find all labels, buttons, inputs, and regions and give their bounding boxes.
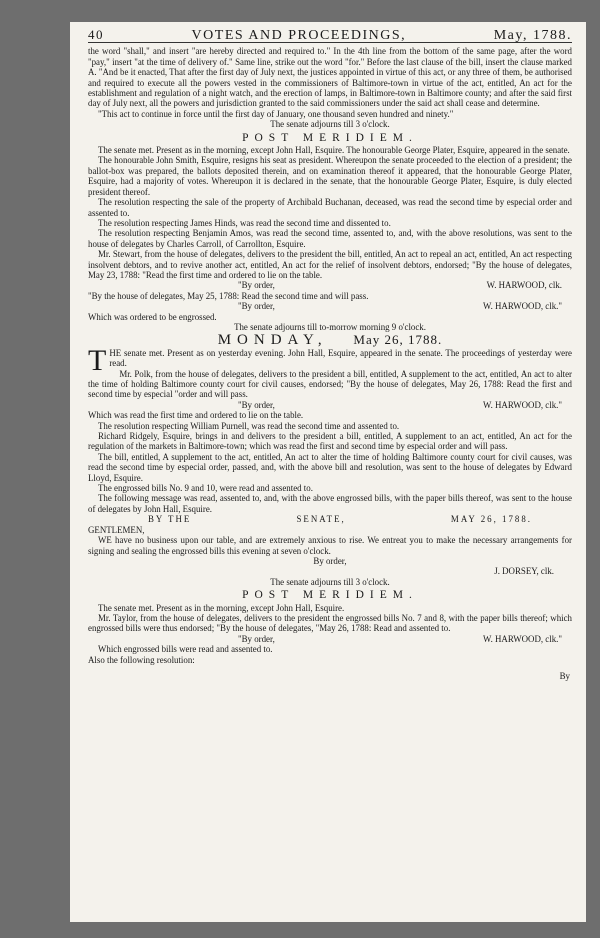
paragraph: the word "shall," and insert "are hereby directed and required to." In the 4th line from the bottom of the same page, after the word "pay," insert "at the time of delivery of." Same line, strike out the word "for." Before the last clause of the bill, insert the clause marked A. "And be it enacted, That after the first day of July next, the justices appointed in virtue of this act, or any three of them, be authorised and required to execute all the powers vested in the commissioners of Baltimore-town in virtue of the act, entitled, An act for the establishment and regulation of a night watch, and the erection of lamps, in Baltimore-town in Baltimore county; and after the said first day of July next, all the powers and jurisdiction granted to the said commissioners under the said act shall cease and determine. <box>88 46 572 109</box>
paragraph: Mr. Taylor, from the house of delegates, delivers to the president the engrossed bills No. 7 and 8, with the paper bills thereof; which engrossed bills were thus endorsed; "By the house of delegates, "May 26, 1788: Read and assented to. <box>88 612 572 634</box>
page-content <box>70 22 586 681</box>
by-order: "By order, <box>238 399 275 410</box>
by-order: By order, <box>313 555 347 566</box>
clerk-signature: W. HARWOOD, clk." <box>483 399 562 410</box>
adjournment: The senate adjourns till 3 o'clock. <box>270 119 390 130</box>
document-page <box>70 22 586 922</box>
clerk-signature: W. HARWOOD, clk." <box>483 301 562 312</box>
running-header <box>88 27 572 43</box>
paragraph: Which engrossed bills were read and assented to. <box>98 644 273 655</box>
paragraph-text: HE senate met. Present as on yesterday evening. John Hall, Esquire, appeared in the senate. The proceedings of yesterday were read. <box>109 347 572 369</box>
paragraph: "This act to continue in force until the first day of January, one thousand seven hundred and ninety." <box>98 108 454 119</box>
clerk-signature: W. HARWOOD, clk." <box>483 633 562 644</box>
paragraph: The resolution respecting James Hinds, was read the second time and dissented to. <box>98 217 391 228</box>
paragraph: The senate met. Present as in the morning, except John Hall, Esquire. The honourable George Plater, Esquire, appeared in the senate. <box>98 145 570 156</box>
by-order: "By order, <box>238 633 275 644</box>
clerk-signature: J. DORSEY, clk. <box>494 566 554 577</box>
by-the: BY THE <box>148 514 192 525</box>
day-date: May 26, 1788. <box>353 332 443 348</box>
signature-line <box>88 301 572 311</box>
paragraph: Richard Ridgely, Esquire, brings in and delivers to the president a bill, entitled, A supplement to an act, entitled, An act for the regulation of the markets in Baltimore-town; which was read the first and second time by especial order and will pass. <box>88 431 572 452</box>
paragraph: The engrossed bills No. 9 and 10, were read and assented to. <box>98 483 313 494</box>
paragraph: Mr. Stewart, from the house of delegates, delivers to the president the bill, entitled, An act to repeal an act, entitled, An act respecting insolvent debtors, and to revive another act, entitled, An act for the relief of insolvent debtors, endorsed; "By the house of delegates, May 23, 1788: "Read the first time and ordered to lie on the table. <box>88 249 572 280</box>
paragraph: Mr. Polk, from the house of delegates, delivers to the president a bill, entitled, A supplement to the act, entitled, An act to alter the time of holding Baltimore county court for civil causes, endorsed; "By the house of delegates, May 26, 1788: Read the first and second time by especial "order and will pass. <box>88 368 572 400</box>
message: WE have no business upon our table, and are extremely anxious to rise. We entreat you to make the necessary arrangements for signing and sealing the engrossed bills this evening at seven o'clock. <box>88 535 572 556</box>
paragraph: The senate met. Present as in the morning, except John Hall, Esquire. <box>98 602 345 613</box>
paragraph: Which was ordered to be engrossed. <box>88 311 217 322</box>
drop-cap: T <box>88 343 107 377</box>
adjournment: The senate adjourns till 3 o'clock. <box>270 576 390 587</box>
header-date: May, 1788. <box>493 28 572 43</box>
paragraph: The bill, entitled, A supplement to the act, entitled, An act to alter the time of holding Baltimore county court for civil causes, was read the second time by especial order, passed, and, with the above bill and resolution, was sent to the house of delegates by Edward Lloyd, Esquire. <box>88 451 572 483</box>
day-name: MONDAY, <box>217 332 328 349</box>
senate: SENATE, <box>296 514 346 525</box>
signature-line <box>88 400 572 410</box>
post-meridiem-heading: POST MERIDIEM. <box>242 131 418 144</box>
post-meridiem-heading: POST MERIDIEM. <box>242 589 418 602</box>
paragraph: The resolution respecting William Purnell, was read the second time and assented to. <box>98 420 400 431</box>
running-title: VOTES AND PROCEEDINGS, <box>191 28 407 43</box>
paragraph <box>88 343 572 377</box>
page-number: 40 <box>88 27 104 42</box>
signature-line <box>88 634 572 644</box>
senate-date: MAY 26, 1788. <box>450 514 532 525</box>
adjournment: The senate adjourns till to-morrow morning 9 o'clock. <box>234 321 426 332</box>
catchword: By <box>559 670 570 681</box>
paragraph: Also the following resolution: <box>88 654 195 665</box>
by-the-senate-line <box>88 514 572 524</box>
clerk-signature: W. HARWOOD, clk. <box>486 280 562 291</box>
signature-line <box>88 280 572 290</box>
paragraph: The following message was read, assented to, and, with the above engrossed bills, with the paper bills thereof, was sent to the house of delegates by John Hall, Esquire. <box>88 493 572 514</box>
paragraph: "By the house of delegates, May 25, 1788: Read the second time and will pass. <box>88 290 369 301</box>
by-order: "By order, <box>238 280 275 291</box>
paragraph: The honourable John Smith, Esquire, resigns his seat as president. Whereupon the senate proceeded to the election of a president; the ballot-box was prepared, the ballots deposited therein, and on examination thereof it appeared, that the honourable George Plater, Esquire, had a majority of votes. Whereupon it is declared in the senate, that the honourable George Plater, Esquire, is duly elected president thereof. <box>88 155 572 197</box>
paragraph: The resolution respecting the sale of the property of Archibald Buchanan, deceased, was read the second time by especial order and assented to. <box>88 197 572 218</box>
day-heading <box>88 332 572 349</box>
paragraph: The resolution respecting Benjamin Amos, was read the second time, assented to, and, with the above resolutions, was sent to the house of delegates by Charles Carroll, of Carrollton, Esquire. <box>88 228 572 249</box>
salutation: GENTLEMEN, <box>88 524 145 535</box>
paragraph: Which was read the first time and ordered to lie on the table. <box>88 410 304 421</box>
by-order: "By order, <box>238 301 275 312</box>
